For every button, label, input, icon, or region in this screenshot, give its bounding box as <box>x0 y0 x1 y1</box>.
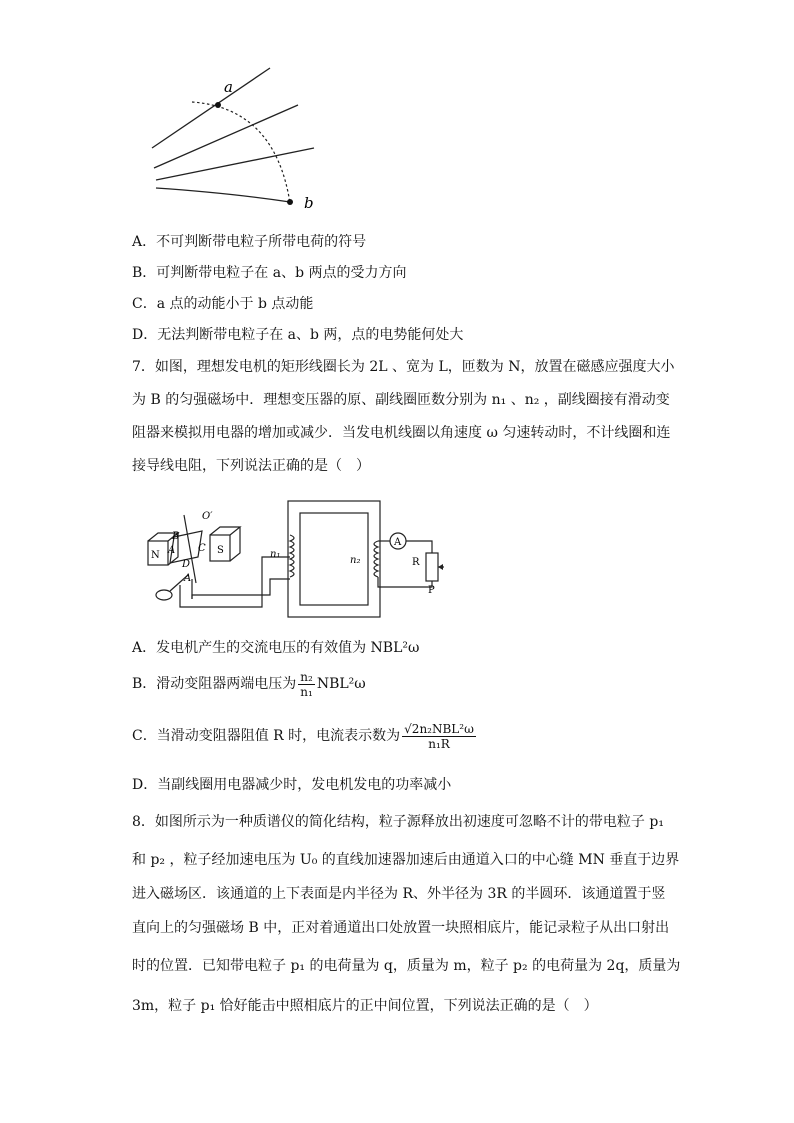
rheostat <box>426 553 438 581</box>
trajectory-dashed <box>192 102 290 203</box>
q7-option-b-text: B．滑动变阻器两端电压为 <box>132 676 297 692</box>
label-coil-c: C <box>198 543 206 554</box>
q7-stem-line-3: 阻器来模拟用电器的增加或减少．当发电机线圈以角速度 ω 匀速转动时，不计线圈和连 <box>132 425 671 441</box>
q6-option-d: D．无法判断带电粒子在 a、b 两，点的电势能何处大 <box>132 327 464 343</box>
q7-option-b-fraction <box>298 670 315 699</box>
field-line-2 <box>154 105 298 168</box>
secondary-coil <box>374 541 378 577</box>
primary-coil <box>290 535 294 577</box>
fraction-denominator: n₁ <box>300 684 313 699</box>
field-line-4 <box>156 188 290 202</box>
label-ammeter: A <box>394 537 402 548</box>
q7-option-c-text: C．当滑动变阻器阻值 R 时，电流表示数为 <box>132 728 401 744</box>
q7-option-a: A．发电机产生的交流电压的有效值为 NBL²ω <box>132 640 420 656</box>
q8-stem-line-6: 3m，粒子 p₁ 恰好能击中照相底片的正中间位置，下列说法正确的是（ ） <box>132 998 598 1014</box>
q7-stem-line-1: 7．如图，理想发电机的矩形线圈长为 2L 、宽为 L，匝数为 N，放置在磁感应强度大小 <box>132 359 675 375</box>
q7-option-c-fraction <box>402 722 476 751</box>
q6-option-a: A．不可判断带电粒子所带电荷的符号 <box>132 234 367 250</box>
q7-stem-line-2: 为 B 的匀强磁场中．理想变压器的原、副线圈匝数分别为 n₁ 、n₂ ，副线圈接有滑动变 <box>132 392 670 408</box>
q7-option-b <box>132 668 366 700</box>
q6-option-c: C．a 点的动能小于 b 点动能 <box>132 296 314 312</box>
label-o-prime: O′ <box>202 511 213 522</box>
q8-stem-line-1: 8．如图所示为一种质谱仪的简化结构，粒子源释放出初速度可忽略不计的带电粒子 p₁ <box>132 814 664 830</box>
label-s: S <box>217 545 224 556</box>
field-line-1 <box>152 68 270 148</box>
q8-stem-line-4: 直向上的匀强磁场 B 中，正对着通道出口处放置一块照相底片，能记录粒子从出口射出 <box>132 920 670 936</box>
label-coil-d: D <box>182 559 191 570</box>
label-b: b <box>304 194 314 212</box>
q7-option-c <box>132 720 478 752</box>
q6-option-b: B．可判断带电粒子在 a、b 两点的受力方向 <box>132 265 407 281</box>
transformer-core <box>288 501 380 617</box>
label-n2: n₂ <box>350 555 361 566</box>
q7-stem-line-4: 接导线电阻，下列说法正确的是（ ） <box>132 458 370 474</box>
q8-stem-line-5: 时的位置．已知带电粒子 p₁ 的电荷量为 q，质量为 m，粒子 p₂ 的电荷量为 2q，质量为 <box>132 958 681 974</box>
label-p: P <box>428 585 435 596</box>
label-axis-a: A <box>184 573 192 584</box>
label-n: N <box>151 550 160 561</box>
slip-ring <box>156 590 172 600</box>
label-n1: n₁ <box>270 549 281 560</box>
label-coil-a: A <box>168 545 176 556</box>
point-a <box>215 102 221 108</box>
q7-option-d: D．当副线圈用电器减少时，发电机发电的功率减小 <box>132 777 452 793</box>
label-r: R <box>412 557 420 568</box>
label-coil-b: B <box>172 531 180 542</box>
q8-stem-line-2: 和 p₂ ，粒子经加速电压为 U₀ 的直线加速器加速后由通道入口的中心缝 MN 垂直于边界 <box>132 852 680 868</box>
fraction-numerator: √2n₂NBL²ω <box>404 721 474 736</box>
field-line-3 <box>156 148 314 180</box>
point-b <box>287 199 293 205</box>
generator-transformer-figure <box>140 495 450 625</box>
fraction-denominator: n₁R <box>428 736 450 751</box>
field-line-figure <box>140 60 340 220</box>
label-a: a <box>224 78 233 96</box>
q8-stem-line-3: 进入磁场区．该通道的上下表面是内半径为 R、外半径为 3R 的半圆环．该通道置于竖 <box>132 886 666 902</box>
q7-option-b-suffix: NBL²ω <box>316 676 366 692</box>
fraction-numerator: n₂ <box>300 669 313 684</box>
